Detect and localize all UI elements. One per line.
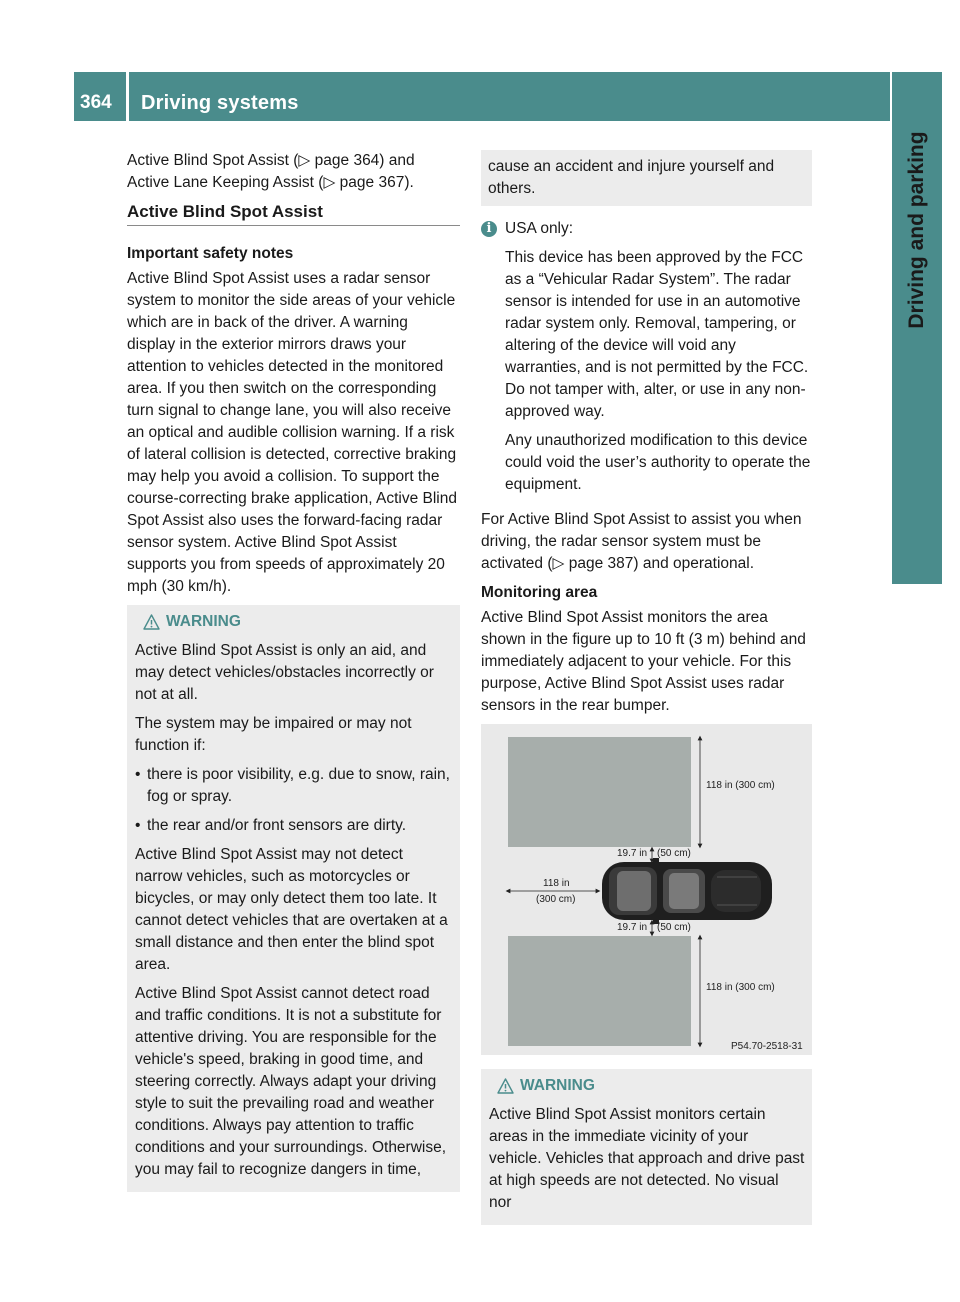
header-divider	[126, 72, 129, 121]
info-paragraph: Any unauthorized modification to this device could void the user’s authority to operate the equipment.	[505, 432, 811, 493]
top-gap-label-cm: (50 cm)	[657, 848, 691, 859]
continued-warning-text: cause an accident and injure yourself and others.	[488, 158, 775, 197]
warning-box	[127, 605, 460, 1192]
description-paragraph: Active Blind Spot Assist uses a radar sensor system to monitor the side areas of your vehicle which are in back of the driver. A warning display in the exterior mirrors draws your attention to vehicles detected in the monitored area. If you then switch on the corresponding turn signal to change lane, you will also receive an optical and audible collision warning. If a risk of lateral collision is detected, corrective braking may help you avoid a collision. To support the course-correcting brake application, Active Blind Spot Assist also uses the forward-facing radar sensor system. Active Blind Spot Assist supports you from speeds of approximately 20 mph (30 km/h).	[127, 270, 457, 595]
info-note-body	[505, 218, 812, 503]
figure-code: P54.70-2518-31	[731, 1041, 803, 1052]
warning-box	[481, 1069, 812, 1225]
section-title: Driving systems	[141, 92, 299, 114]
bottom-gap-label-cm: (50 cm)	[657, 922, 691, 933]
warning-icon	[143, 614, 160, 630]
rear-label-in: 118 in	[543, 878, 570, 889]
warning-paragraph: Active Blind Spot Assist cannot detect road and traffic conditions. It is not a substitute for attentive driving. You are responsible for the vehicle's speed, braking in good time, and steering correctly. Always adapt your driving style to suit the prevailing road and weather conditions. Always pay attention to traffic conditions and your surroundings. Otherwise, you may fail to recognize dangers in time,	[135, 985, 447, 1178]
warning-paragraph: Active Blind Spot Assist monitors certain areas in the immediate vicinity of your vehicle. Vehicles that approach and drive past at high speeds are not detected. No visual nor	[489, 1106, 805, 1211]
warning-title	[135, 611, 453, 633]
bullet-text: the rear and/or front sensors are dirty.	[147, 817, 407, 834]
left-column	[127, 150, 460, 1192]
bottom-monitoring-zone	[508, 936, 691, 1046]
warning-paragraph: Active Blind Spot Assist may not detect narrow vehicles, such as motorcycles or bicycles, or may only detect them too late. It cannot detect vehicles that are overtaken at a small distance and then enter the blind spot area.	[135, 846, 448, 973]
section-heading: Active Blind Spot Assist	[127, 201, 460, 226]
warning-paragraph: The system may be impaired or may not function if:	[135, 715, 412, 754]
info-paragraph: This device has been approved by the FCC as a “Vehicular Radar System”. The radar sensor is intended for use in an automotive radar system only. Removal, tampering, or altering of the device will void any warranties, and is not permitted by the FCC. Do not tamper with, alter, or use in any non-approved way.	[505, 249, 809, 420]
rear-label-cm: (300 cm)	[536, 894, 576, 905]
intro-paragraph: Active Blind Spot Assist (▷ page 364) and Active Lane Keeping Assist (▷ page 367).	[127, 152, 415, 191]
top-gap-label-in: 19.7 in	[617, 848, 648, 859]
bullet-dot: •	[135, 817, 141, 834]
warning-title-text: WARNING	[520, 1077, 595, 1094]
info-icon: i	[481, 221, 497, 237]
info-note	[481, 218, 812, 503]
bullet-text: there is poor visibility, e.g. due to snow, rain, fog or spray.	[147, 766, 450, 805]
warning-title-text: WARNING	[166, 613, 241, 630]
warning-title	[489, 1075, 805, 1097]
top-monitoring-zone	[508, 737, 691, 847]
continued-warning-box	[481, 150, 812, 206]
vehicle-top-view	[602, 858, 772, 924]
bullet-item	[135, 815, 453, 837]
subheading-safety-notes: Important safety notes	[127, 245, 294, 262]
activation-paragraph: For Active Blind Spot Assist to assist you when driving, the radar sensor system must be activated (▷ page 387) and operational.	[481, 511, 802, 572]
bullet-item	[135, 764, 453, 808]
monitoring-paragraph: Active Blind Spot Assist monitors the area shown in the figure up to 10 ft (3 m) behind and immediately adjacent to your vehicle. For this purpose, Active Blind Spot Assist uses radar sensors in the rear bumper.	[481, 609, 806, 714]
top-zone-label: 118 in (300 cm)	[706, 780, 775, 791]
bottom-zone-label: 118 in (300 cm)	[706, 982, 775, 993]
monitoring-area-diagram	[481, 724, 812, 1055]
subheading-monitoring-area: Monitoring area	[481, 584, 598, 601]
right-column	[481, 150, 812, 1225]
monitoring-area-figure	[481, 724, 812, 1055]
bottom-gap-label-in: 19.7 in	[617, 922, 648, 933]
side-tab-label: Driving and parking	[905, 131, 928, 329]
page-number: 364	[80, 92, 112, 113]
info-title: USA only:	[505, 220, 574, 237]
warning-paragraph: Active Blind Spot Assist is only an aid, and may detect vehicles/obstacles incorrectly or not at all.	[135, 642, 434, 703]
warning-icon	[497, 1078, 514, 1094]
bullet-dot: •	[135, 766, 141, 783]
